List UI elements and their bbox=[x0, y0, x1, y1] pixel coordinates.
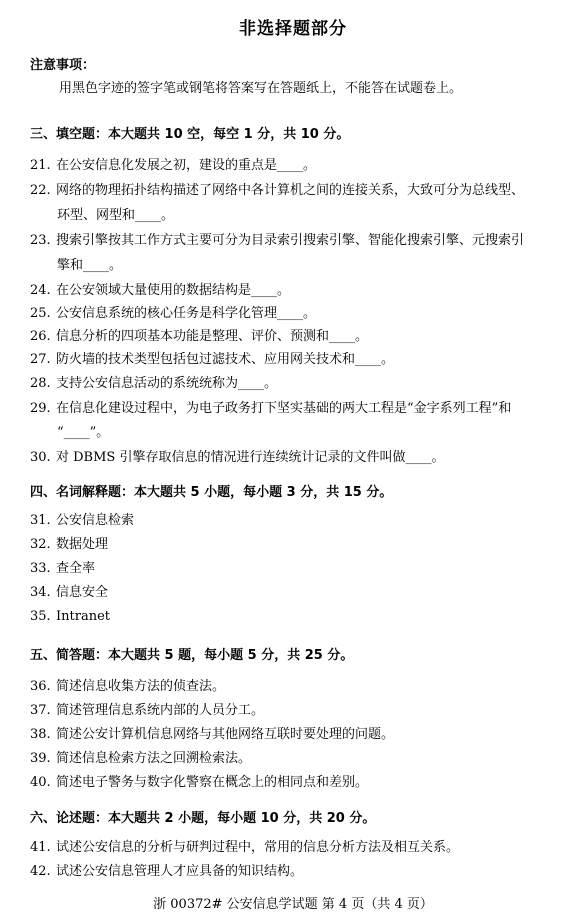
question-33 bbox=[30, 557, 568, 580]
section-heading-definitions: 四、名词解释题：本大题共 5 小题，每小题 3 分，共 15 分。 bbox=[30, 485, 393, 500]
question-text: 简述信息检索方法之回溯检索法。 bbox=[56, 751, 252, 766]
question-number: 26. bbox=[30, 329, 51, 344]
notice-label: 注意事项： bbox=[30, 58, 96, 73]
question-number: 35. bbox=[30, 609, 51, 624]
question-text: 简述公安计算机信息网络与其他网络互联时要处理的问题。 bbox=[56, 727, 395, 742]
question-number: 27. bbox=[30, 352, 51, 367]
question-number: 40. bbox=[30, 775, 51, 790]
question-26 bbox=[30, 325, 568, 348]
question-32 bbox=[30, 533, 568, 556]
question-text: 在信息化建设过程中，为电子政务打下坚实基础的两大工程是“金字系列工程”和 bbox=[56, 401, 512, 416]
question-number: 28. bbox=[30, 376, 51, 391]
question-39 bbox=[30, 747, 568, 770]
question-text-continued: 环型、网型和____。 bbox=[57, 208, 175, 223]
question-number: 21. bbox=[30, 158, 51, 173]
question-text: 公安信息系统的核心任务是科学化管理____。 bbox=[56, 306, 317, 321]
question-23 bbox=[30, 229, 568, 252]
question-text: 支持公安信息活动的系统统称为____。 bbox=[56, 376, 278, 391]
question-text: 搜索引擎按其工作方式主要可分为目录索引搜索引擎、智能化搜索引擎、元搜索引 bbox=[56, 233, 525, 248]
question-text: Intranet bbox=[56, 609, 110, 624]
question-number: 38. bbox=[30, 727, 51, 742]
question-text: 试述公安信息的分析与研判过程中，常用的信息分析方法及相互关系。 bbox=[56, 840, 460, 855]
question-text: 试述公安信息管理人才应具备的知识结构。 bbox=[56, 864, 304, 879]
question-number: 33. bbox=[30, 561, 51, 576]
question-24 bbox=[30, 279, 568, 302]
question-number: 30. bbox=[30, 450, 51, 465]
question-30 bbox=[30, 446, 568, 469]
question-number: 37. bbox=[30, 703, 51, 718]
question-text: 信息安全 bbox=[56, 585, 109, 600]
question-text: 信息分析的四项基本功能是整理、评价、预测和____。 bbox=[56, 329, 369, 344]
question-29 bbox=[30, 397, 568, 420]
question-number: 36. bbox=[30, 679, 51, 694]
question-text: 在公安信息化发展之初，建设的重点是____。 bbox=[56, 158, 317, 173]
question-number: 24. bbox=[30, 283, 51, 298]
question-text: 简述电子警务与数字化警察在概念上的相同点和差别。 bbox=[56, 775, 369, 790]
page-title: 非选择题部分 bbox=[239, 19, 347, 39]
question-number: 29. bbox=[30, 401, 51, 416]
question-28 bbox=[30, 372, 568, 395]
question-text: 数据处理 bbox=[56, 537, 109, 552]
question-number: 22. bbox=[30, 183, 51, 198]
question-number: 23. bbox=[30, 233, 51, 248]
question-text: 在公安领域大量使用的数据结构是____。 bbox=[56, 283, 291, 298]
question-number: 31. bbox=[30, 513, 51, 528]
question-text: 公安信息检索 bbox=[56, 513, 135, 528]
question-number: 32. bbox=[30, 537, 51, 552]
question-text: 对 DBMS 引擎存取信息的情况进行连续统计记录的文件叫做____。 bbox=[56, 450, 445, 465]
question-text: 防火墙的技术类型包括包过滤技术、应用网关技术和____。 bbox=[56, 352, 395, 367]
section-heading-fill-blank: 三、填空题：本大题共 10 空，每空 1 分，共 10 分。 bbox=[30, 127, 350, 142]
notice-text: 用黑色字迹的签字笔或钢笔将答案写在答题纸上，不能答在试题卷上。 bbox=[59, 81, 463, 96]
question-number: 39. bbox=[30, 751, 51, 766]
question-text: 查全率 bbox=[56, 561, 96, 576]
question-22 bbox=[30, 179, 568, 202]
question-text: 简述管理信息系统内部的人员分工。 bbox=[56, 703, 265, 718]
question-number: 25. bbox=[30, 306, 51, 321]
question-38 bbox=[30, 723, 568, 746]
question-34 bbox=[30, 581, 568, 604]
question-text: 网络的物理拓扑结构描述了网络中各计算机之间的连接关系，大致可分为总线型、 bbox=[56, 183, 525, 198]
question-number: 42. bbox=[30, 864, 51, 879]
page-footer: 浙 00372# 公安信息学试题 第 4 页（共 4 页） bbox=[153, 897, 433, 912]
question-41 bbox=[30, 836, 568, 859]
question-42 bbox=[30, 860, 568, 883]
question-text: 简述信息收集方法的侦查法。 bbox=[56, 679, 226, 694]
question-35 bbox=[30, 605, 568, 628]
question-36 bbox=[30, 675, 568, 698]
question-text-continued: “____”。 bbox=[57, 425, 110, 440]
section-heading-short-answer: 五、简答题：本大题共 5 题，每小题 5 分，共 25 分。 bbox=[30, 648, 354, 663]
question-number: 41. bbox=[30, 840, 51, 855]
question-25 bbox=[30, 302, 568, 325]
question-21 bbox=[30, 154, 568, 177]
section-heading-essay: 六、论述题：本大题共 2 小题，每小题 10 分，共 20 分。 bbox=[30, 811, 376, 826]
question-40 bbox=[30, 771, 568, 794]
question-31 bbox=[30, 509, 568, 532]
question-text-continued: 擎和____。 bbox=[57, 258, 123, 273]
question-number: 34. bbox=[30, 585, 51, 600]
question-37 bbox=[30, 699, 568, 722]
question-27 bbox=[30, 348, 568, 371]
